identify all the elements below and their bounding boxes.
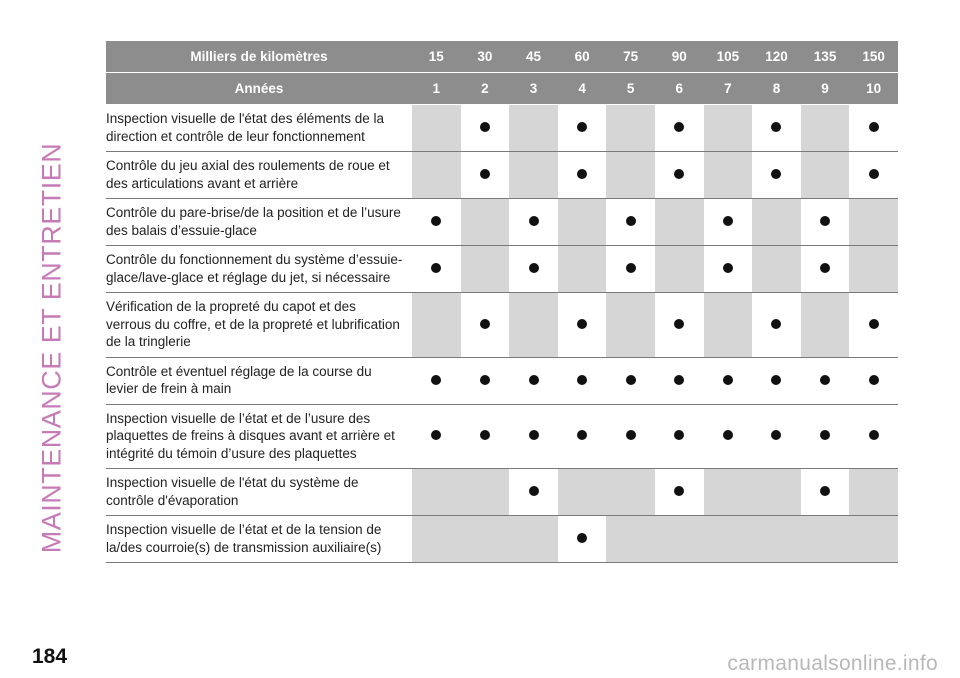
required-dot-icon: [820, 375, 830, 385]
interval-cell: [461, 516, 510, 563]
required-dot-icon: [771, 169, 781, 179]
header-year-2: 3: [509, 73, 558, 105]
interval-cell: [849, 469, 898, 516]
header-year-0: 1: [412, 73, 461, 105]
required-dot-icon: [820, 216, 830, 226]
interval-cell: [558, 293, 607, 358]
interval-cell: [752, 357, 801, 404]
required-dot-icon: [869, 122, 879, 132]
interval-cell: [412, 516, 461, 563]
page-number: 184: [32, 645, 68, 668]
required-dot-icon: [529, 263, 539, 273]
required-dot-icon: [577, 169, 587, 179]
interval-cell: [801, 357, 850, 404]
header-km-2: 45: [509, 41, 558, 73]
interval-cell: [606, 105, 655, 152]
interval-cell: [509, 357, 558, 404]
row-description: Inspection visuelle de l'état du système de contrôle d'évaporation: [106, 469, 412, 516]
required-dot-icon: [529, 216, 539, 226]
interval-cell: [801, 404, 850, 469]
interval-cell: [558, 105, 607, 152]
interval-cell: [655, 152, 704, 199]
required-dot-icon: [480, 430, 490, 440]
required-dot-icon: [674, 319, 684, 329]
required-dot-icon: [577, 375, 587, 385]
interval-cell: [704, 105, 753, 152]
required-dot-icon: [431, 263, 441, 273]
interval-cell: [849, 516, 898, 563]
required-dot-icon: [529, 486, 539, 496]
row-description: Vérification de la propreté du capot et des verrous du coffre, et de la propreté et lubrification de la tringlerie: [106, 293, 412, 358]
watermark: carmanualsonline.info: [727, 652, 938, 675]
table-row: [106, 199, 898, 246]
interval-cell: [412, 469, 461, 516]
required-dot-icon: [529, 375, 539, 385]
required-dot-icon: [723, 263, 733, 273]
row-description: Contrôle du fonctionnement du système d’essuie-glace/lave-glace et réglage du jet, si nécessaire: [106, 246, 412, 293]
interval-cell: [752, 199, 801, 246]
required-dot-icon: [431, 216, 441, 226]
required-dot-icon: [626, 430, 636, 440]
interval-cell: [801, 246, 850, 293]
interval-cell: [606, 199, 655, 246]
interval-cell: [655, 105, 704, 152]
interval-cell: [558, 246, 607, 293]
interval-cell: [704, 357, 753, 404]
interval-cell: [849, 357, 898, 404]
row-description: Contrôle du pare-brise/de la position et de l’usure des balais d’essuie-glace: [106, 199, 412, 246]
table-row: [106, 469, 898, 516]
header-km-label: Milliers de kilomètres: [106, 41, 412, 73]
table-row: [106, 105, 898, 152]
required-dot-icon: [577, 122, 587, 132]
interval-cell: [655, 357, 704, 404]
header-km-8: 135: [801, 41, 850, 73]
interval-cell: [606, 516, 655, 563]
interval-cell: [509, 152, 558, 199]
required-dot-icon: [869, 375, 879, 385]
header-km-7: 120: [752, 41, 801, 73]
required-dot-icon: [480, 169, 490, 179]
header-year-3: 4: [558, 73, 607, 105]
required-dot-icon: [626, 375, 636, 385]
interval-cell: [461, 404, 510, 469]
header-km-0: 15: [412, 41, 461, 73]
table-row: [106, 516, 898, 563]
table-body: [106, 105, 898, 563]
interval-cell: [849, 246, 898, 293]
interval-cell: [558, 152, 607, 199]
row-description: Contrôle du jeu axial des roulements de roue et des articulations avant et arrière: [106, 152, 412, 199]
interval-cell: [461, 105, 510, 152]
interval-cell: [752, 246, 801, 293]
header-year-7: 8: [752, 73, 801, 105]
interval-cell: [849, 293, 898, 358]
required-dot-icon: [869, 169, 879, 179]
required-dot-icon: [626, 216, 636, 226]
row-description: Inspection visuelle de l'état des éléments de la direction et contrôle de leur fonctionnement: [106, 105, 412, 152]
header-year-9: 10: [849, 73, 898, 105]
interval-cell: [801, 152, 850, 199]
interval-cell: [655, 516, 704, 563]
interval-cell: [461, 152, 510, 199]
required-dot-icon: [431, 375, 441, 385]
interval-cell: [461, 293, 510, 358]
interval-cell: [801, 293, 850, 358]
interval-cell: [704, 293, 753, 358]
interval-cell: [509, 404, 558, 469]
required-dot-icon: [869, 430, 879, 440]
interval-cell: [412, 293, 461, 358]
header-km-6: 105: [704, 41, 753, 73]
interval-cell: [558, 357, 607, 404]
interval-cell: [558, 404, 607, 469]
interval-cell: [509, 293, 558, 358]
interval-cell: [849, 152, 898, 199]
required-dot-icon: [723, 375, 733, 385]
interval-cell: [801, 105, 850, 152]
required-dot-icon: [820, 263, 830, 273]
interval-cell: [704, 404, 753, 469]
header-row-years: [106, 73, 898, 105]
interval-cell: [801, 199, 850, 246]
interval-cell: [558, 199, 607, 246]
required-dot-icon: [723, 216, 733, 226]
interval-cell: [801, 469, 850, 516]
interval-cell: [801, 516, 850, 563]
interval-cell: [558, 469, 607, 516]
interval-cell: [849, 105, 898, 152]
row-description: Contrôle et éventuel réglage de la course du levier de frein à main: [106, 357, 412, 404]
required-dot-icon: [674, 169, 684, 179]
header-km-1: 30: [461, 41, 510, 73]
interval-cell: [849, 404, 898, 469]
required-dot-icon: [577, 533, 587, 543]
interval-cell: [849, 199, 898, 246]
interval-cell: [655, 469, 704, 516]
table-row: [106, 152, 898, 199]
header-row-km: [106, 41, 898, 73]
required-dot-icon: [723, 430, 733, 440]
required-dot-icon: [820, 430, 830, 440]
required-dot-icon: [869, 319, 879, 329]
header-year-1: 2: [461, 73, 510, 105]
interval-cell: [412, 357, 461, 404]
required-dot-icon: [480, 122, 490, 132]
interval-cell: [412, 105, 461, 152]
interval-cell: [655, 293, 704, 358]
required-dot-icon: [529, 430, 539, 440]
interval-cell: [606, 152, 655, 199]
interval-cell: [509, 246, 558, 293]
interval-cell: [461, 246, 510, 293]
required-dot-icon: [674, 122, 684, 132]
required-dot-icon: [674, 430, 684, 440]
header-year-5: 6: [655, 73, 704, 105]
header-km-4: 75: [606, 41, 655, 73]
interval-cell: [412, 404, 461, 469]
required-dot-icon: [431, 430, 441, 440]
interval-cell: [509, 469, 558, 516]
interval-cell: [704, 246, 753, 293]
interval-cell: [704, 469, 753, 516]
header-years-label: Années: [106, 73, 412, 105]
maintenance-schedule-table: [106, 41, 898, 563]
interval-cell: [704, 152, 753, 199]
required-dot-icon: [577, 430, 587, 440]
table-row: [106, 357, 898, 404]
interval-cell: [704, 516, 753, 563]
required-dot-icon: [577, 319, 587, 329]
interval-cell: [461, 469, 510, 516]
table-row: [106, 404, 898, 469]
required-dot-icon: [771, 319, 781, 329]
table-row: [106, 246, 898, 293]
interval-cell: [606, 469, 655, 516]
required-dot-icon: [674, 486, 684, 496]
required-dot-icon: [674, 375, 684, 385]
section-side-title-text: MAINTENANCE ET ENTRETIEN: [36, 142, 67, 554]
required-dot-icon: [626, 263, 636, 273]
row-description: Inspection visuelle de l’état et de l’usure des plaquettes de freins à disques avant et arrière et intégrité du témoin d’usure des plaquettes: [106, 404, 412, 469]
interval-cell: [509, 199, 558, 246]
interval-cell: [752, 404, 801, 469]
interval-cell: [752, 469, 801, 516]
required-dot-icon: [480, 375, 490, 385]
interval-cell: [752, 152, 801, 199]
interval-cell: [606, 357, 655, 404]
required-dot-icon: [771, 375, 781, 385]
interval-cell: [558, 516, 607, 563]
required-dot-icon: [820, 486, 830, 496]
interval-cell: [461, 357, 510, 404]
header-year-4: 5: [606, 73, 655, 105]
row-description: Inspection visuelle de l’état et de la tension de la/des courroie(s) de transmission auxiliaire(s): [106, 516, 412, 563]
interval-cell: [509, 516, 558, 563]
header-year-6: 7: [704, 73, 753, 105]
required-dot-icon: [771, 430, 781, 440]
header-km-9: 150: [849, 41, 898, 73]
interval-cell: [752, 293, 801, 358]
interval-cell: [752, 105, 801, 152]
required-dot-icon: [771, 122, 781, 132]
interval-cell: [412, 199, 461, 246]
interval-cell: [655, 246, 704, 293]
header-year-8: 9: [801, 73, 850, 105]
interval-cell: [752, 516, 801, 563]
interval-cell: [655, 404, 704, 469]
interval-cell: [509, 105, 558, 152]
table-row: [106, 293, 898, 358]
interval-cell: [606, 293, 655, 358]
interval-cell: [655, 199, 704, 246]
interval-cell: [461, 199, 510, 246]
interval-cell: [606, 246, 655, 293]
interval-cell: [412, 152, 461, 199]
required-dot-icon: [480, 319, 490, 329]
interval-cell: [412, 246, 461, 293]
header-km-3: 60: [558, 41, 607, 73]
header-km-5: 90: [655, 41, 704, 73]
interval-cell: [704, 199, 753, 246]
interval-cell: [606, 404, 655, 469]
